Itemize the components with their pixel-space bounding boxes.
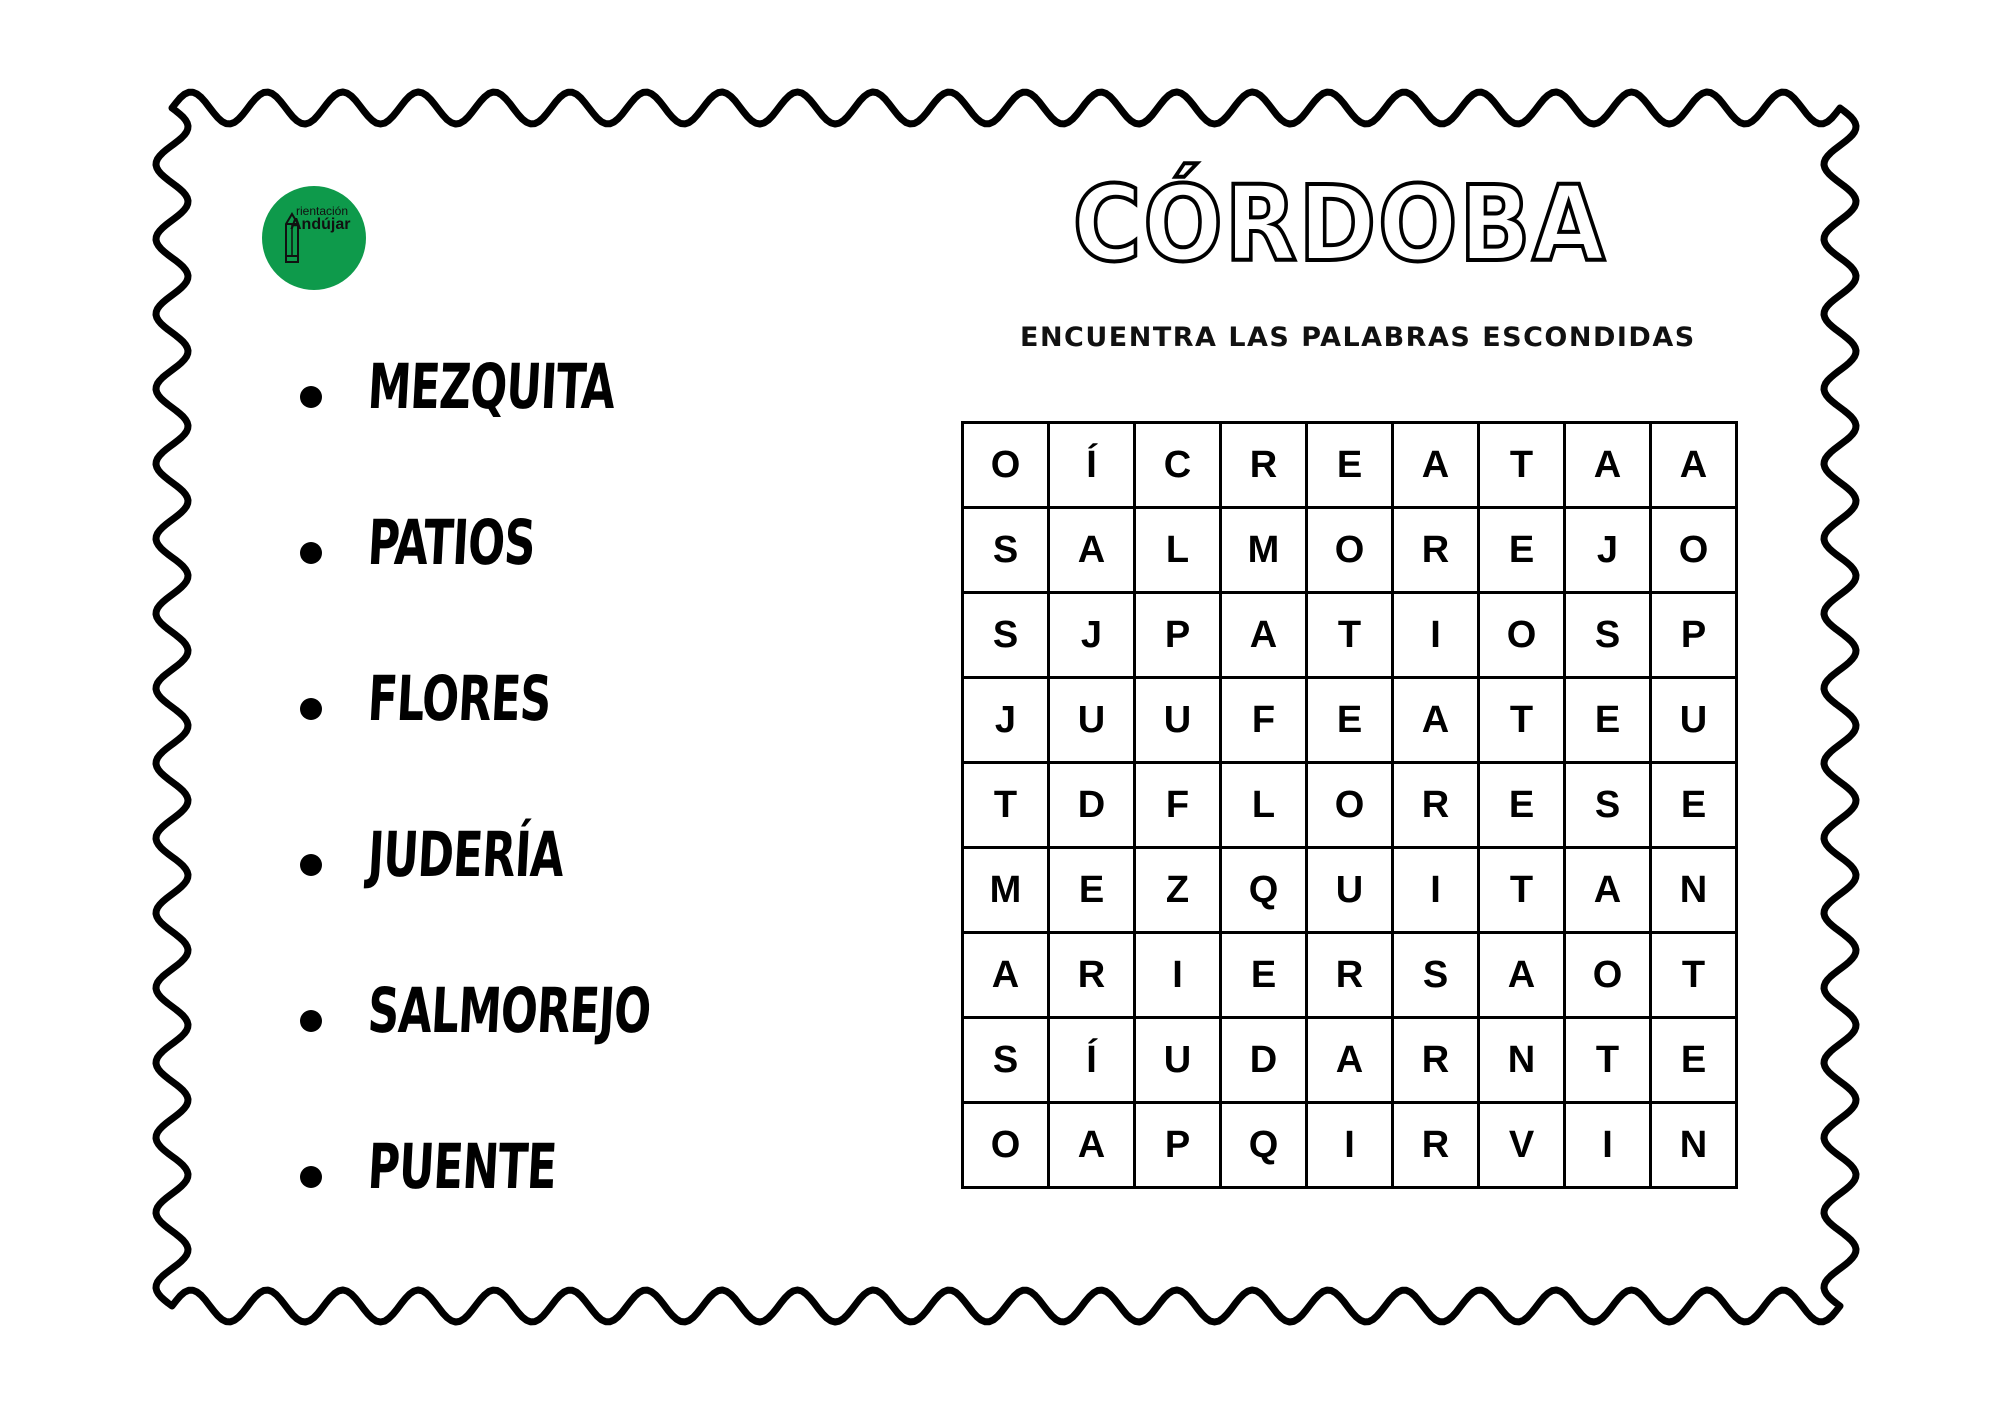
grid-cell[interactable]: D bbox=[1049, 763, 1135, 848]
grid-cell[interactable]: T bbox=[963, 763, 1049, 848]
word-label: MEZQUITA bbox=[366, 350, 617, 423]
grid-cell[interactable]: O bbox=[1479, 593, 1565, 678]
word-label: FLORES bbox=[366, 662, 553, 735]
grid-cell[interactable]: I bbox=[1565, 1103, 1651, 1188]
grid-cell[interactable]: E bbox=[1221, 933, 1307, 1018]
grid-cell[interactable]: V bbox=[1479, 1103, 1565, 1188]
grid-cell[interactable]: O bbox=[1565, 933, 1651, 1018]
grid-cell[interactable]: A bbox=[1565, 848, 1651, 933]
list-item bbox=[300, 662, 730, 824]
grid-cell[interactable]: E bbox=[1307, 678, 1393, 763]
grid-cell[interactable]: T bbox=[1479, 848, 1565, 933]
grid-cell[interactable]: S bbox=[1565, 763, 1651, 848]
word-label: SALMOREJO bbox=[366, 974, 653, 1047]
grid-cell[interactable]: E bbox=[1565, 678, 1651, 763]
grid-cell[interactable]: O bbox=[1651, 508, 1737, 593]
grid-cell[interactable]: E bbox=[1479, 508, 1565, 593]
grid-cell[interactable]: F bbox=[1221, 678, 1307, 763]
grid-row bbox=[963, 1103, 1737, 1188]
page-title bbox=[1072, 160, 1607, 286]
grid-cell[interactable]: T bbox=[1479, 423, 1565, 508]
grid-cell[interactable]: I bbox=[1135, 933, 1221, 1018]
grid-cell[interactable]: R bbox=[1307, 933, 1393, 1018]
grid-cell[interactable]: P bbox=[1135, 593, 1221, 678]
grid-cell[interactable]: J bbox=[1565, 508, 1651, 593]
grid-row bbox=[963, 508, 1737, 593]
grid-cell[interactable]: L bbox=[1221, 763, 1307, 848]
grid-cell[interactable]: A bbox=[1565, 423, 1651, 508]
grid-cell[interactable]: A bbox=[1307, 1018, 1393, 1103]
grid-cell[interactable]: I bbox=[1307, 1103, 1393, 1188]
grid-cell[interactable]: N bbox=[1651, 848, 1737, 933]
grid-cell[interactable]: E bbox=[1651, 1018, 1737, 1103]
grid-cell[interactable]: Q bbox=[1221, 848, 1307, 933]
grid-cell[interactable]: U bbox=[1307, 848, 1393, 933]
bullet-icon bbox=[300, 854, 322, 876]
grid-cell[interactable]: J bbox=[1049, 593, 1135, 678]
logo-text-top: rientación bbox=[296, 204, 349, 218]
grid-cell[interactable]: A bbox=[1393, 678, 1479, 763]
grid-row bbox=[963, 593, 1737, 678]
grid-cell[interactable]: A bbox=[1049, 508, 1135, 593]
list-item bbox=[300, 350, 730, 512]
word-label: PATIOS bbox=[366, 506, 537, 579]
grid-cell[interactable]: L bbox=[1135, 508, 1221, 593]
grid-cell[interactable]: E bbox=[1651, 763, 1737, 848]
word-search-grid bbox=[961, 421, 1738, 1189]
list-item bbox=[300, 974, 730, 1136]
grid-cell[interactable]: U bbox=[1135, 678, 1221, 763]
grid-cell[interactable]: C bbox=[1135, 423, 1221, 508]
grid-cell[interactable]: O bbox=[963, 1103, 1049, 1188]
grid-cell[interactable]: S bbox=[1565, 593, 1651, 678]
list-item bbox=[300, 818, 730, 980]
grid-cell[interactable]: A bbox=[1221, 593, 1307, 678]
grid-cell[interactable]: R bbox=[1393, 1018, 1479, 1103]
grid-cell[interactable]: I bbox=[1393, 593, 1479, 678]
grid-row bbox=[963, 1018, 1737, 1103]
grid-cell[interactable]: F bbox=[1135, 763, 1221, 848]
grid-cell[interactable]: A bbox=[1479, 933, 1565, 1018]
grid-cell[interactable]: Z bbox=[1135, 848, 1221, 933]
orientacion-andujar-logo bbox=[262, 186, 366, 290]
grid-cell[interactable]: S bbox=[963, 1018, 1049, 1103]
grid-row bbox=[963, 848, 1737, 933]
grid-row bbox=[963, 933, 1737, 1018]
grid-cell[interactable]: I bbox=[1393, 848, 1479, 933]
grid-cell[interactable]: Í bbox=[1049, 423, 1135, 508]
list-item bbox=[300, 1130, 730, 1292]
grid-row bbox=[963, 423, 1737, 508]
word-list bbox=[300, 350, 730, 1292]
grid-cell[interactable]: E bbox=[1307, 423, 1393, 508]
grid-row bbox=[963, 678, 1737, 763]
grid-cell[interactable]: P bbox=[1135, 1103, 1221, 1188]
grid-cell[interactable]: Q bbox=[1221, 1103, 1307, 1188]
grid-cell[interactable]: R bbox=[1393, 1103, 1479, 1188]
grid-cell[interactable]: N bbox=[1479, 1018, 1565, 1103]
grid-cell[interactable]: S bbox=[963, 508, 1049, 593]
grid-cell[interactable]: A bbox=[963, 933, 1049, 1018]
grid-cell[interactable]: O bbox=[963, 423, 1049, 508]
word-label: PUENTE bbox=[366, 1130, 559, 1203]
instructions-text: ENCUENTRA LAS PALABRAS ESCONDIDAS bbox=[1020, 322, 1696, 353]
bullet-icon bbox=[300, 386, 322, 408]
grid-cell[interactable]: A bbox=[1049, 1103, 1135, 1188]
grid-cell[interactable]: E bbox=[1479, 763, 1565, 848]
page-title-text: CÓRDOBA bbox=[1072, 164, 1607, 286]
grid-cell[interactable]: O bbox=[1307, 763, 1393, 848]
grid-cell[interactable]: T bbox=[1307, 593, 1393, 678]
grid-cell[interactable]: U bbox=[1049, 678, 1135, 763]
grid-cell[interactable]: U bbox=[1135, 1018, 1221, 1103]
grid-cell[interactable]: E bbox=[1049, 848, 1135, 933]
list-item bbox=[300, 506, 730, 668]
grid-cell[interactable]: S bbox=[1393, 933, 1479, 1018]
grid-cell[interactable]: U bbox=[1651, 678, 1737, 763]
grid-cell[interactable]: T bbox=[1651, 933, 1737, 1018]
grid-cell[interactable]: R bbox=[1049, 933, 1135, 1018]
grid-cell[interactable]: M bbox=[963, 848, 1049, 933]
grid-cell[interactable]: P bbox=[1651, 593, 1737, 678]
grid-cell[interactable]: J bbox=[963, 678, 1049, 763]
grid-cell[interactable]: T bbox=[1565, 1018, 1651, 1103]
bullet-icon bbox=[300, 1166, 322, 1188]
grid-cell[interactable]: M bbox=[1221, 508, 1307, 593]
grid-row bbox=[963, 763, 1737, 848]
word-label: JUDERÍA bbox=[366, 818, 566, 891]
grid-cell[interactable]: T bbox=[1479, 678, 1565, 763]
logo-text-bottom: Andújar bbox=[290, 216, 351, 233]
grid-cell[interactable]: R bbox=[1393, 508, 1479, 593]
grid-cell[interactable]: S bbox=[963, 593, 1049, 678]
bullet-icon bbox=[300, 1010, 322, 1032]
grid-cell[interactable]: A bbox=[1393, 423, 1479, 508]
grid-cell[interactable]: D bbox=[1221, 1018, 1307, 1103]
bullet-icon bbox=[300, 698, 322, 720]
grid-cell[interactable]: R bbox=[1393, 763, 1479, 848]
bullet-icon bbox=[300, 542, 322, 564]
grid-cell[interactable]: O bbox=[1307, 508, 1393, 593]
grid-cell[interactable]: Í bbox=[1049, 1018, 1135, 1103]
grid-cell[interactable]: N bbox=[1651, 1103, 1737, 1188]
grid-cell[interactable]: A bbox=[1651, 423, 1737, 508]
grid-cell[interactable]: R bbox=[1221, 423, 1307, 508]
